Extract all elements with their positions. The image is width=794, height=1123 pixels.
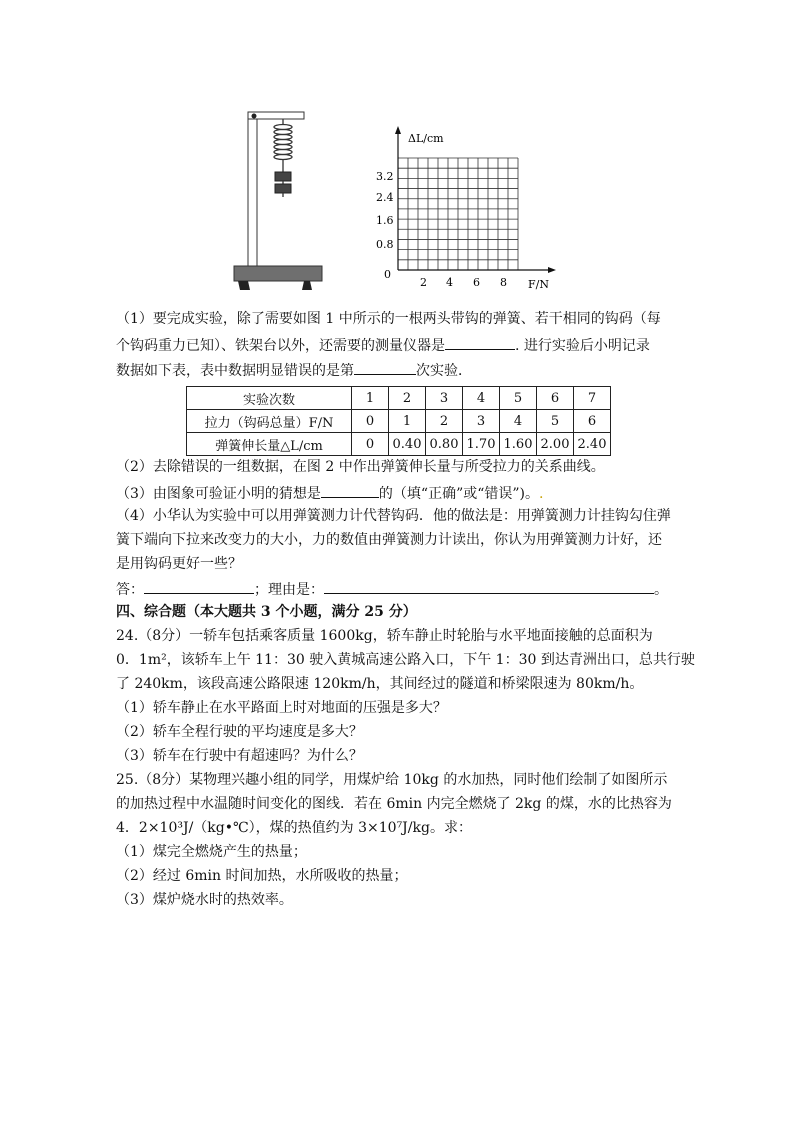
answer-choice-blank[interactable] — [144, 580, 254, 594]
q3-text-end: 的（填“正确”或“错误”)。 — [378, 486, 540, 502]
table-cell: 3 — [463, 410, 500, 433]
q25-sub2: （2）经过 6min 时间加热，水所吸收的热量； — [116, 868, 408, 884]
table-cell: 2.00 — [537, 433, 574, 456]
q1-line3 — [116, 361, 472, 379]
q3-text: （3）由图象可验证小明的猜想是 — [116, 486, 321, 502]
q25-line3: 4．2×10³J/（kg•℃），煤的热值约为 3×10⁷J/kg。求： — [116, 820, 472, 836]
table-cell: 拉力（钩码总量）F/N — [187, 410, 352, 433]
q24-sub3: （3）轿车在行驶中有超速吗？为什么？ — [116, 748, 363, 764]
table-cell: 1.70 — [463, 433, 500, 456]
q24-line1: 24.（8分）一轿车包括乘客质量 1600kg，轿车静止时轮胎与水平地面接触的总面积为 — [116, 628, 653, 644]
y-tick-label: 3.2 — [376, 170, 394, 183]
q4-line3: 是用钩码更好一些？ — [116, 556, 242, 572]
reason-prefix: ；理由是： — [254, 582, 324, 598]
table-cell: 6 — [574, 410, 611, 433]
table-cell: 0 — [352, 410, 389, 433]
q1-line2-text: 个钩码重力已知）、铁架台以外，还需要的测量仪器是 — [116, 338, 445, 354]
q4-line1: （4）小华认为实验中可以用弹簧测力计代替钩码．他的做法是：用弹簧测力计挂钩勾住弹 — [116, 508, 671, 524]
y-tick-label: 2.4 — [376, 191, 394, 204]
instrument-answer-blank[interactable] — [445, 336, 515, 350]
wrong-trial-answer-blank[interactable] — [354, 361, 416, 375]
table-cell: 1 — [389, 410, 426, 433]
q1-line2-text-end: . 进行实验后小明记录 — [515, 338, 650, 354]
x-axis-label: F/N — [528, 278, 549, 291]
q4-line2: 簧下端向下拉来改变力的大小，力的数值由弹簧测力计读出，你认为用弹簧测力计好，还 — [116, 532, 662, 548]
table-row — [187, 410, 611, 433]
table-cell: 4 — [463, 387, 500, 410]
y-tick-label: 1.6 — [376, 214, 394, 227]
q2-text: （2）去除错误的一组数据，在图 2 中作出弹簧伸长量与所受拉力的关系曲线。 — [116, 459, 605, 475]
q24-sub2: （2）轿车全程行驶的平均速度是多大？ — [116, 724, 363, 740]
x-axis-arrow — [548, 267, 556, 273]
table-cell: 5 — [500, 387, 537, 410]
table-cell: 7 — [574, 387, 611, 410]
table-cell: 3 — [426, 387, 463, 410]
table-row — [187, 433, 611, 456]
reason-blank[interactable] — [324, 580, 654, 594]
q1-line3-text-end: 次实验． — [416, 363, 472, 379]
table-cell: 5 — [537, 410, 574, 433]
q1-line2 — [116, 336, 650, 354]
table-cell: 4 — [500, 410, 537, 433]
q25-line1: 25.（8分）某物理兴趣小组的同学，用煤炉给 10kg 的水加热，同时他们绘制了如图所示 — [116, 772, 668, 788]
q25-sub1: （1）煤完全燃烧产生的热量； — [116, 844, 307, 860]
graph-grid — [398, 158, 518, 270]
table-row — [187, 387, 611, 410]
table-cell: 0.80 — [426, 433, 463, 456]
table-cell: 2 — [389, 387, 426, 410]
x-tick-label: 2 — [420, 276, 427, 289]
answer-end: 。 — [654, 582, 668, 598]
section4-title: 四、综合题（本大题共 3 个小题，满分 25 分） — [116, 604, 417, 620]
table-cell: 0 — [352, 433, 389, 456]
y-axis-arrow — [395, 126, 401, 134]
q24-line3: 了 240km，该段高速公路限速 120km/h，其间经过的隧道和桥梁限速为 80km/h。 — [116, 676, 644, 692]
answer-prefix: 答： — [116, 582, 144, 598]
answer-line — [116, 580, 668, 598]
table-cell: 实验次数 — [187, 387, 352, 410]
x-tick-label: 8 — [500, 276, 507, 289]
table-cell: 0.40 — [389, 433, 426, 456]
y-axis-label: ΔL/cm — [408, 132, 444, 145]
q25-sub3: （3）煤炉烧水时的热效率。 — [116, 892, 293, 908]
origin-label: 0 — [384, 268, 391, 281]
table-cell: 2 — [426, 410, 463, 433]
figure1-spring-stand — [226, 104, 330, 294]
table-cell: 6 — [537, 387, 574, 410]
table-cell: 2.40 — [574, 433, 611, 456]
q1-line1: （1）要完成实验，除了需要如图 1 中所示的一根两头带钩的弹簧、若干相同的钩码（每 — [116, 311, 661, 327]
guess-answer-blank[interactable] — [321, 484, 379, 498]
table-cell: 1 — [352, 387, 389, 410]
q1-line3-text: 数据如下表，表中数据明显错误的是第 — [116, 363, 354, 379]
q3-line — [116, 484, 543, 502]
table-cell: 弹簧伸长量△L/cm — [187, 433, 352, 456]
q24-sub1: （1）轿车静止在水平路面上时对地面的压强是多大？ — [116, 700, 447, 716]
stray-dot: . — [539, 486, 544, 502]
data-table — [186, 386, 611, 456]
q25-line2: 的加热过程中水温随时间变化的图线．若在 6min 内完全燃烧了 2kg 的煤，水的比热容为 — [116, 796, 672, 812]
x-tick-label: 6 — [473, 276, 480, 289]
q24-line2: 0．1m²，该轿车上午 11：30 驶入黄城高速公路入口，下午 1：30 到达青洲出口，总共行驶 — [116, 652, 695, 668]
figure2-graph — [360, 126, 560, 294]
table-cell: 1.60 — [500, 433, 537, 456]
x-tick-label: 4 — [446, 276, 453, 289]
y-tick-label: 0.8 — [376, 238, 394, 251]
